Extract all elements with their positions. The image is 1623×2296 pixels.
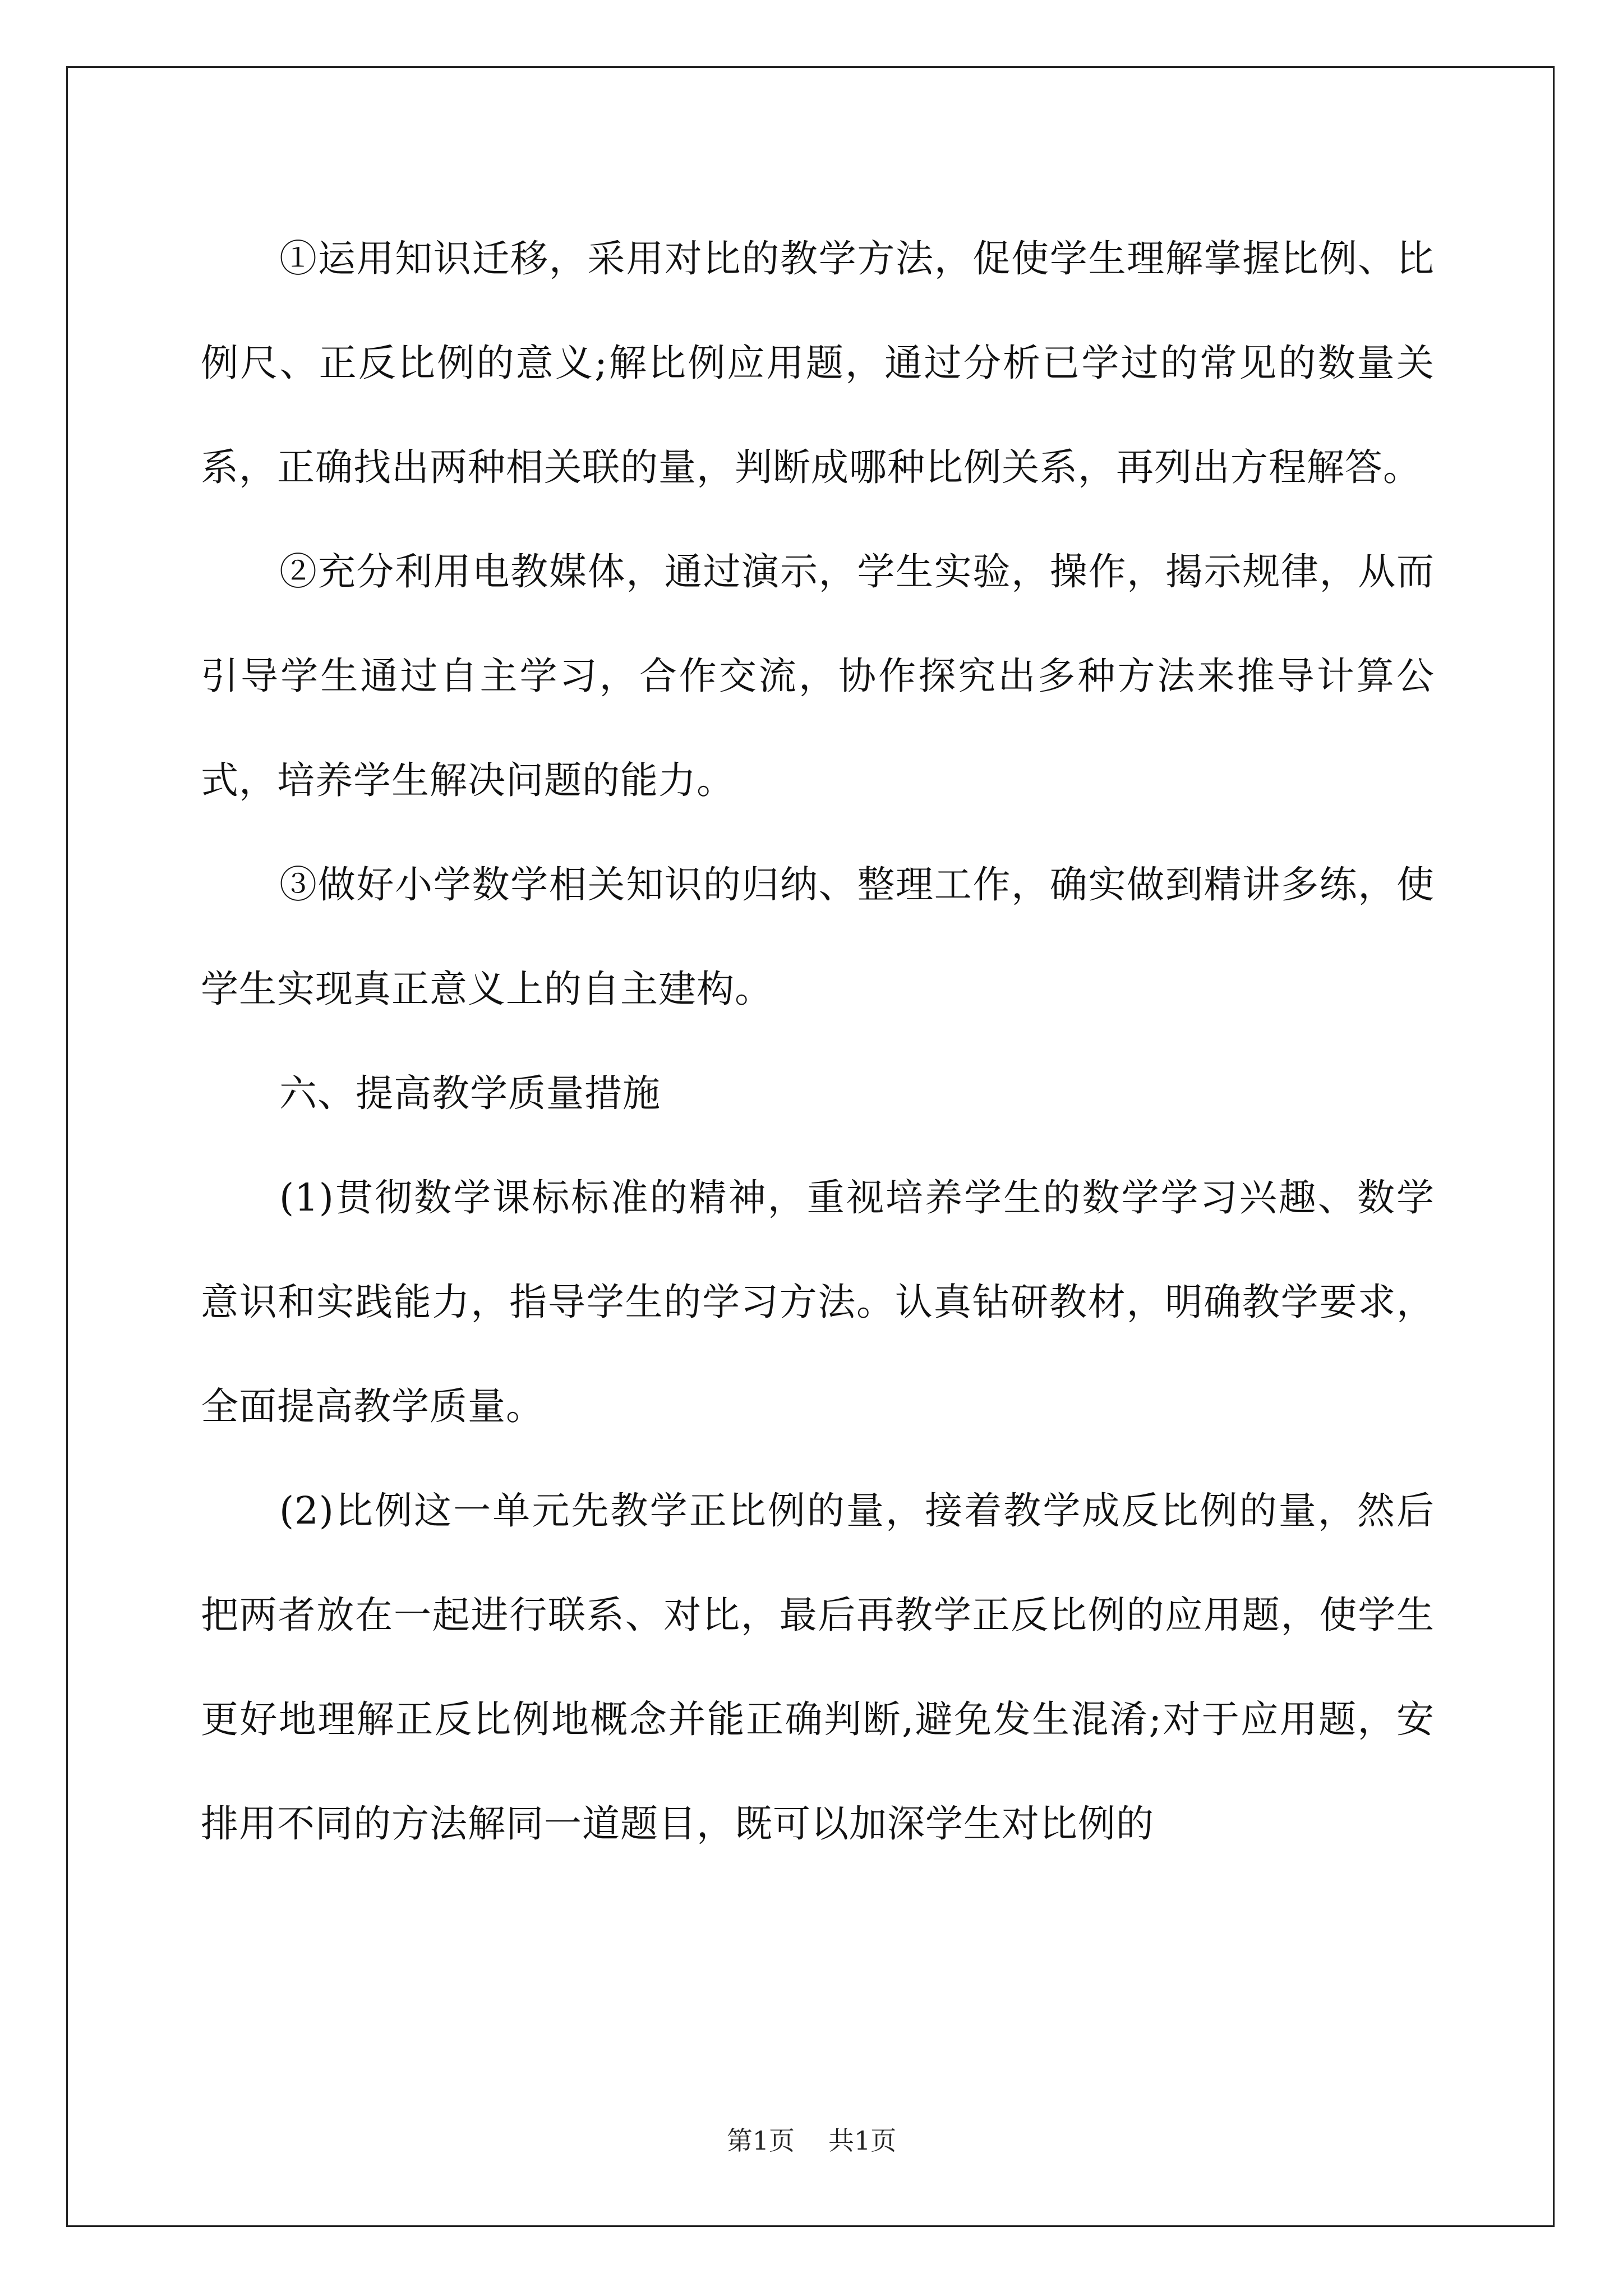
page-number-current: 第1页	[726, 2125, 795, 2156]
paragraph-2: ②充分利用电教媒体，通过演示，学生实验，操作，揭示规律，从而引导学生通过自主学习，合作交流，协作探究出多种方法来推导计算公式，培养学生解决问题的能力。	[201, 550, 1435, 802]
paragraph-6: (2)比例这一单元先教学正比例的量，接着教学成反比例的量，然后把两者放在一起进行联系、对比，最后再教学正反比例的应用题，使学生更好地理解正反比例地概念并能正确判断,避免发生混淆;对于应用题，安排用不同的方法解同一道题目，既可以加深学生对比例的	[201, 1489, 1435, 1846]
paragraph-5: (1)贯彻数学课标标准的精神，重视培养学生的数学学习兴趣、数学意识和实践能力，指导学生的学习方法。认真钻研教材，明确教学要求，全面提高教学质量。	[201, 1176, 1435, 1428]
paragraph-3: ③做好小学数学相关知识的归纳、整理工作，确实做到精讲多练，使学生实现真正意义上的自主建构。	[201, 863, 1435, 1011]
paragraph-1: ①运用知识迁移，采用对比的教学方法，促使学生理解掌握比例、比例尺、正反比例的意义;解比例应用题，通过分析已学过的常见的数量关系，正确找出两种相关联的量，判断成哪种比例关系，再列出方程解答。	[201, 237, 1435, 489]
page-footer	[0, 2120, 1623, 2157]
document-body	[201, 206, 1435, 1876]
section-heading: 六、提高教学质量措施	[279, 1071, 661, 1115]
page-number-total: 共1页	[828, 2125, 897, 2156]
